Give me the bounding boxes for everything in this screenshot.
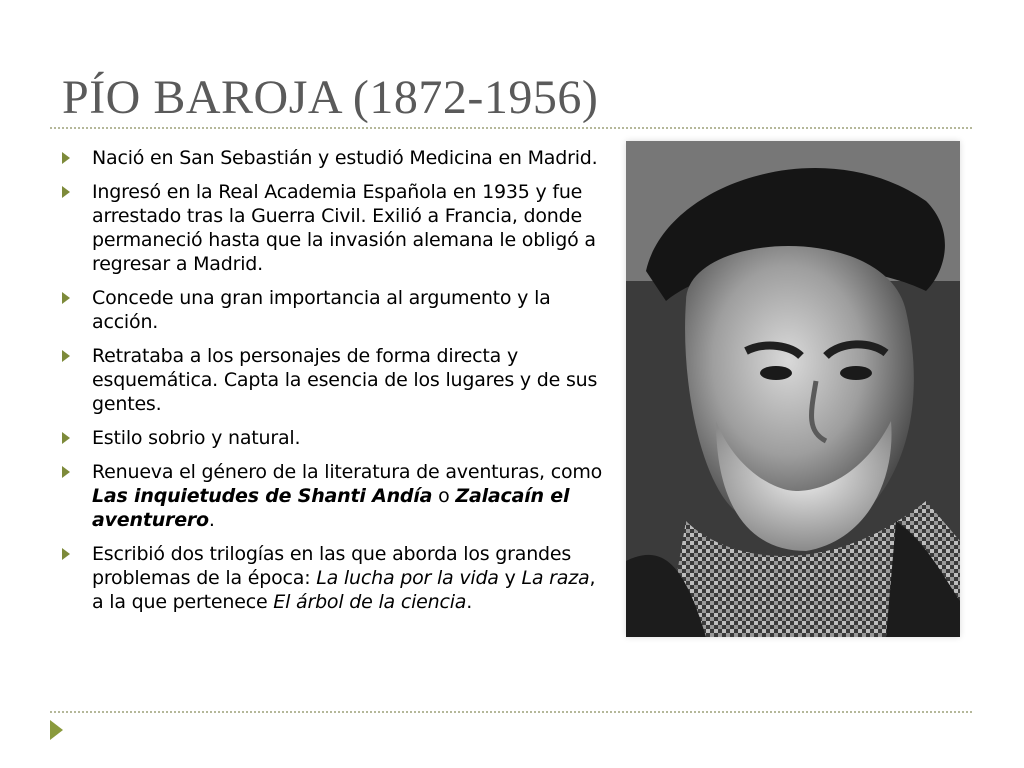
- bullet-text: Escribió dos trilogías en las que aborda los grandes problemas de la época:: [92, 543, 572, 589]
- bullet-item: [62, 286, 610, 334]
- slide-title: PÍO BAROJA (1872-1956): [62, 71, 599, 124]
- title-divider: [50, 127, 972, 129]
- bullet-list: [62, 146, 610, 624]
- triangle-right-icon: [62, 292, 70, 304]
- bullet-text: Ingresó en la Real Academia Española en 1935 y fue arrestado tras la Guerra Civil. Exilió a Francia, donde permaneció hasta que la invasión alemana le obligó a regresar a Madrid.: [92, 181, 596, 275]
- triangle-right-icon: [62, 548, 70, 560]
- bullet-text: La raza: [521, 567, 590, 589]
- triangle-right-icon: [62, 186, 70, 198]
- bullet-text: Nació en San Sebastián y estudió Medicina en Madrid.: [92, 147, 598, 169]
- bullet-text: El árbol de la ciencia: [273, 591, 467, 613]
- bullet-item: [62, 542, 610, 614]
- bullet-text: Retrataba a los personajes de forma directa y esquemática. Capta la esencia de los lugares y de sus gentes.: [92, 345, 598, 415]
- bullet-text: o: [432, 485, 456, 507]
- bullet-text: .: [208, 509, 215, 531]
- bullet-text: Renueva el género de la literatura de aventuras, como: [92, 461, 603, 483]
- triangle-right-icon: [62, 466, 70, 478]
- bullet-text: Las inquietudes de Shanti Andía: [92, 485, 433, 507]
- bullet-text: y: [498, 567, 522, 589]
- triangle-right-icon: [62, 350, 70, 362]
- next-slide-arrow-icon[interactable]: [50, 720, 63, 740]
- bullet-item: [62, 344, 610, 416]
- bullet-text: , a la que pertenece: [92, 567, 596, 613]
- bullet-item: [62, 460, 610, 532]
- bullet-item: [62, 426, 610, 450]
- bullet-text: Concede una gran importancia al argumento y la acción.: [92, 287, 551, 333]
- bullet-text: Estilo sobrio y natural.: [92, 427, 301, 449]
- bullet-item: [62, 180, 610, 276]
- bullet-text: La lucha por la vida: [316, 567, 499, 589]
- bullet-item: [62, 146, 610, 170]
- triangle-right-icon: [62, 432, 70, 444]
- triangle-right-icon: [62, 152, 70, 164]
- bullet-text: Zalacaín el aventurero: [92, 485, 570, 531]
- footer-divider: [50, 711, 972, 713]
- bullet-text: .: [466, 591, 473, 613]
- portrait-photo: [626, 141, 960, 637]
